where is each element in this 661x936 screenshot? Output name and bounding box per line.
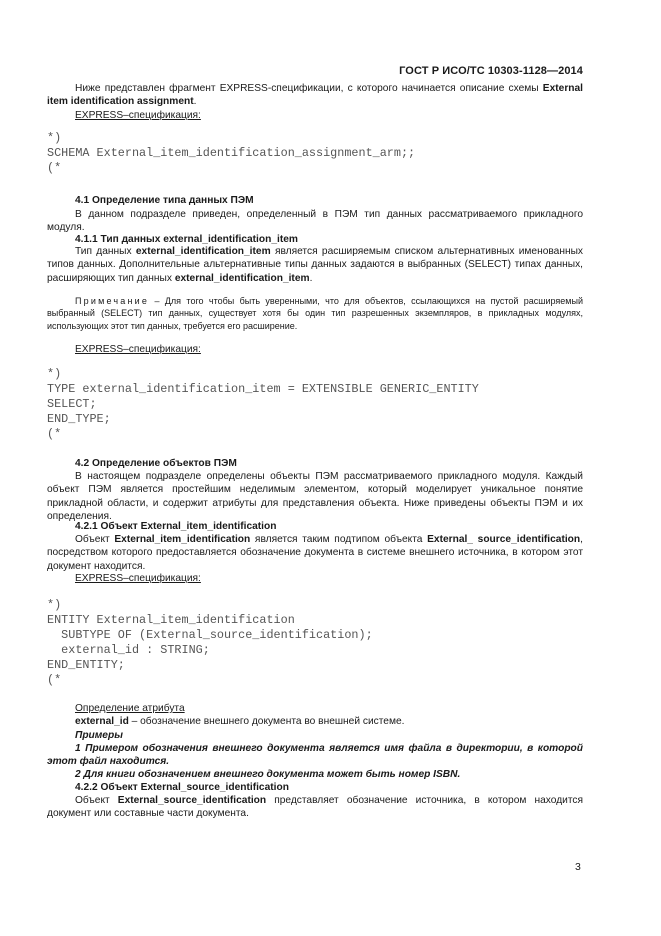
s411-t1: Тип данных xyxy=(75,246,136,257)
note-label: Примечание xyxy=(75,296,150,306)
s411-t2: является расширяемым списком альтернативных именованных типов данных. Дополнительные альтернативные типы данных задаются в выбранных (SELECT) типах данных, расширяющих тип данных xyxy=(47,246,584,284)
section-4-1-text: В данном подразделе приведен, определенный в ПЭМ тип данных рассматриваемого прикладного модуля. xyxy=(47,209,583,234)
code-block-entity: *) ENTITY External_item_identification SUBTYPE OF (External_source_identification); external_id : STRING; END_ENTITY; (* xyxy=(47,598,373,687)
s422-t2: представляет обозначение источника, в котором находится документ или составные части документа. xyxy=(47,795,583,820)
section-4-2-1-title: 4.2.1 Объект External_item_identification xyxy=(75,521,277,532)
s421-b2: External_ source_identification xyxy=(427,534,581,545)
section-4-1-1-title: 4.1.1 Тип данных external_identification_item xyxy=(75,234,298,245)
section-4-2-text: В настоящем подразделе определены объекты ПЭМ рассматриваемого прикладного модуля. Каждый объект ПЭМ является простейшим неделимым элементом, который моделирует уникальное понятие прикладной области, и содержит атрибуты для представления объекта. Ниже приведены объекты ПЭМ и их определения. xyxy=(47,471,583,523)
page-number: 3 xyxy=(575,861,581,873)
s411-t3: . xyxy=(309,272,313,284)
s421-b1: External_item_identification xyxy=(114,534,251,545)
s421-t2: является таким подтипом объекта xyxy=(250,534,428,545)
note-paragraph xyxy=(47,295,583,332)
s421-t3: , посредством которого предоставляется обозначение документа в системе внешнего источника, в котором этот документ находится. xyxy=(47,534,583,572)
express-label-1: EXPRESS–спецификация: xyxy=(75,110,201,121)
intro-end: . xyxy=(193,96,197,108)
attribute-definition-label: Определение атрибута xyxy=(75,703,185,714)
s411-b2: external_identification_item xyxy=(174,272,310,284)
s421-t1: Объект xyxy=(75,534,115,545)
page-header: ГОСТ Р ИСО/ТС 10303-1128—2014 xyxy=(399,65,583,77)
intro-paragraph xyxy=(47,82,583,109)
express-label-3: EXPRESS–спецификация: xyxy=(75,573,201,584)
examples-title: Примеры xyxy=(75,730,123,741)
example-1: 1 Примером обозначения внешнего документа является имя файла в директории, в которой этот файл находится. xyxy=(47,743,583,768)
attribute-definition xyxy=(75,715,404,728)
code-block-schema: *) SCHEMA External_item_identification_assignment_arm;; (* xyxy=(47,131,416,175)
example-2: 2 Для книги обозначением внешнего документа может быть номер ISBN. xyxy=(75,769,461,780)
attribute-name: external_id xyxy=(75,716,129,727)
s422-b1: External_source_identification xyxy=(117,795,267,806)
section-4-2-2-text xyxy=(47,794,583,821)
section-4-2-1-text xyxy=(47,533,583,573)
s411-b1: external_identification_item xyxy=(135,246,271,257)
note-text: – Для того чтобы быть уверенными, что для объектов, ссылающихся на пустой расширяемый выбранный (SELECT) тип данных, существует хотя бы один тип разрешенных экземпляров, в прикладных модулях, использующих этот тип данных, требуется его расширение. xyxy=(47,296,583,331)
attribute-desc: – обозначение внешнего документа во внешней системе. xyxy=(128,716,405,727)
s422-t1: Объект xyxy=(75,795,118,806)
intro-text: Ниже представлен фрагмент EXPRESS-спецификации, с которого начинается описание схемы xyxy=(75,83,543,94)
code-block-type: *) TYPE external_identification_item = EXTENSIBLE GENERIC_ENTITY SELECT; END_TYPE; (* xyxy=(47,367,479,441)
section-4-1-1-text xyxy=(47,245,583,285)
section-4-1-title: 4.1 Определение типа данных ПЭМ xyxy=(75,195,254,206)
section-4-2-title: 4.2 Определение объектов ПЭМ xyxy=(75,458,237,469)
schema-name: External item identification assignment xyxy=(47,83,583,108)
express-label-2: EXPRESS–спецификация: xyxy=(75,344,201,355)
section-4-2-2-title: 4.2.2 Объект External_source_identification xyxy=(75,782,289,793)
